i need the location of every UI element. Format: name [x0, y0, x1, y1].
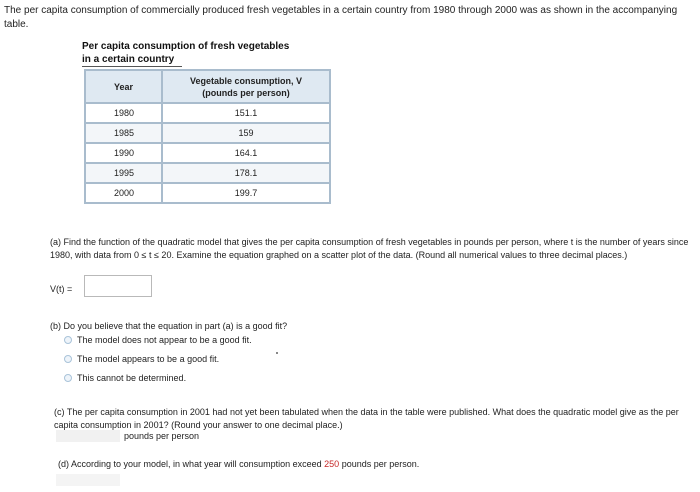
year-cell: 1990	[85, 143, 162, 163]
stray-dot	[276, 352, 278, 354]
table-row	[85, 163, 330, 183]
option-cannot-determine[interactable]	[64, 372, 186, 384]
column-header-consumption	[162, 70, 330, 103]
problem-intro: The per capita consumption of commercially produced fresh vegetables in a certain country from 1980 through 2000 was as shown in the accompanying table.	[4, 5, 678, 30]
consumption-cell: 199.7	[162, 183, 330, 203]
radio-button[interactable]	[64, 355, 72, 363]
consumption-cell: 164.1	[162, 143, 330, 163]
part-a-question: (a) Find the function of the quadratic model that gives the per capita consumption of fresh vegetables in pounds per person, where t is the number of years since 1980, with data from 0 ≤ t ≤ 20. Examine the equation graphed on a scatter plot of the data. (Round all numerical values to three decimal places.)	[50, 237, 689, 260]
part-b-question: (b) Do you believe that the equation in part (a) is a good fit?	[50, 321, 288, 331]
consumption-2001-input[interactable]	[56, 430, 120, 442]
table-row	[85, 103, 330, 123]
part-d-suffix: pounds per person.	[341, 459, 420, 469]
table-title-line1: Per capita consumption of fresh vegetables	[82, 41, 290, 52]
option-good-fit[interactable]	[64, 353, 219, 365]
year-cell: 2000	[85, 183, 162, 203]
option-label: The model does not appear to be a good fit.	[77, 334, 252, 345]
radio-button[interactable]	[64, 374, 72, 382]
table-title-line2: in a certain country	[82, 54, 175, 65]
part-d-highlight-value: 250	[324, 459, 340, 469]
consumption-table	[84, 69, 331, 204]
table-title	[82, 40, 289, 66]
table-row	[85, 143, 330, 163]
year-cell: 1980	[85, 103, 162, 123]
column-header-consumption-line1: Vegetable consumption, V	[189, 75, 303, 86]
part-c-unit: pounds per person	[124, 431, 200, 441]
answer-label-vt: V(t) =	[50, 284, 73, 294]
option-not-good-fit[interactable]	[64, 334, 252, 346]
title-underline	[82, 66, 182, 67]
column-header-consumption-line2: (pounds per person)	[202, 87, 290, 98]
part-c-question: (c) The per capita consumption in 2001 had not yet been tabulated when the data in the table were published. What does the quadratic model give as the per capita consumption in 2001? (Round your answer to one decimal place.)	[54, 407, 679, 430]
option-label: The model appears to be a good fit.	[77, 353, 220, 364]
part-d-question	[58, 458, 419, 471]
table-row	[85, 183, 330, 203]
year-cell: 1995	[85, 163, 162, 183]
radio-button[interactable]	[64, 336, 72, 344]
column-header-year: Year	[85, 70, 162, 103]
consumption-cell: 159	[162, 123, 330, 143]
vt-answer-input[interactable]	[84, 275, 152, 297]
consumption-cell: 178.1	[162, 163, 330, 183]
part-d-prefix: (d) According to your model, in what year will consumption exceed	[58, 459, 322, 469]
table-row	[85, 123, 330, 143]
year-answer-input[interactable]	[56, 474, 120, 486]
year-cell: 1985	[85, 123, 162, 143]
consumption-cell: 151.1	[162, 103, 330, 123]
option-label: This cannot be determined.	[77, 372, 187, 383]
